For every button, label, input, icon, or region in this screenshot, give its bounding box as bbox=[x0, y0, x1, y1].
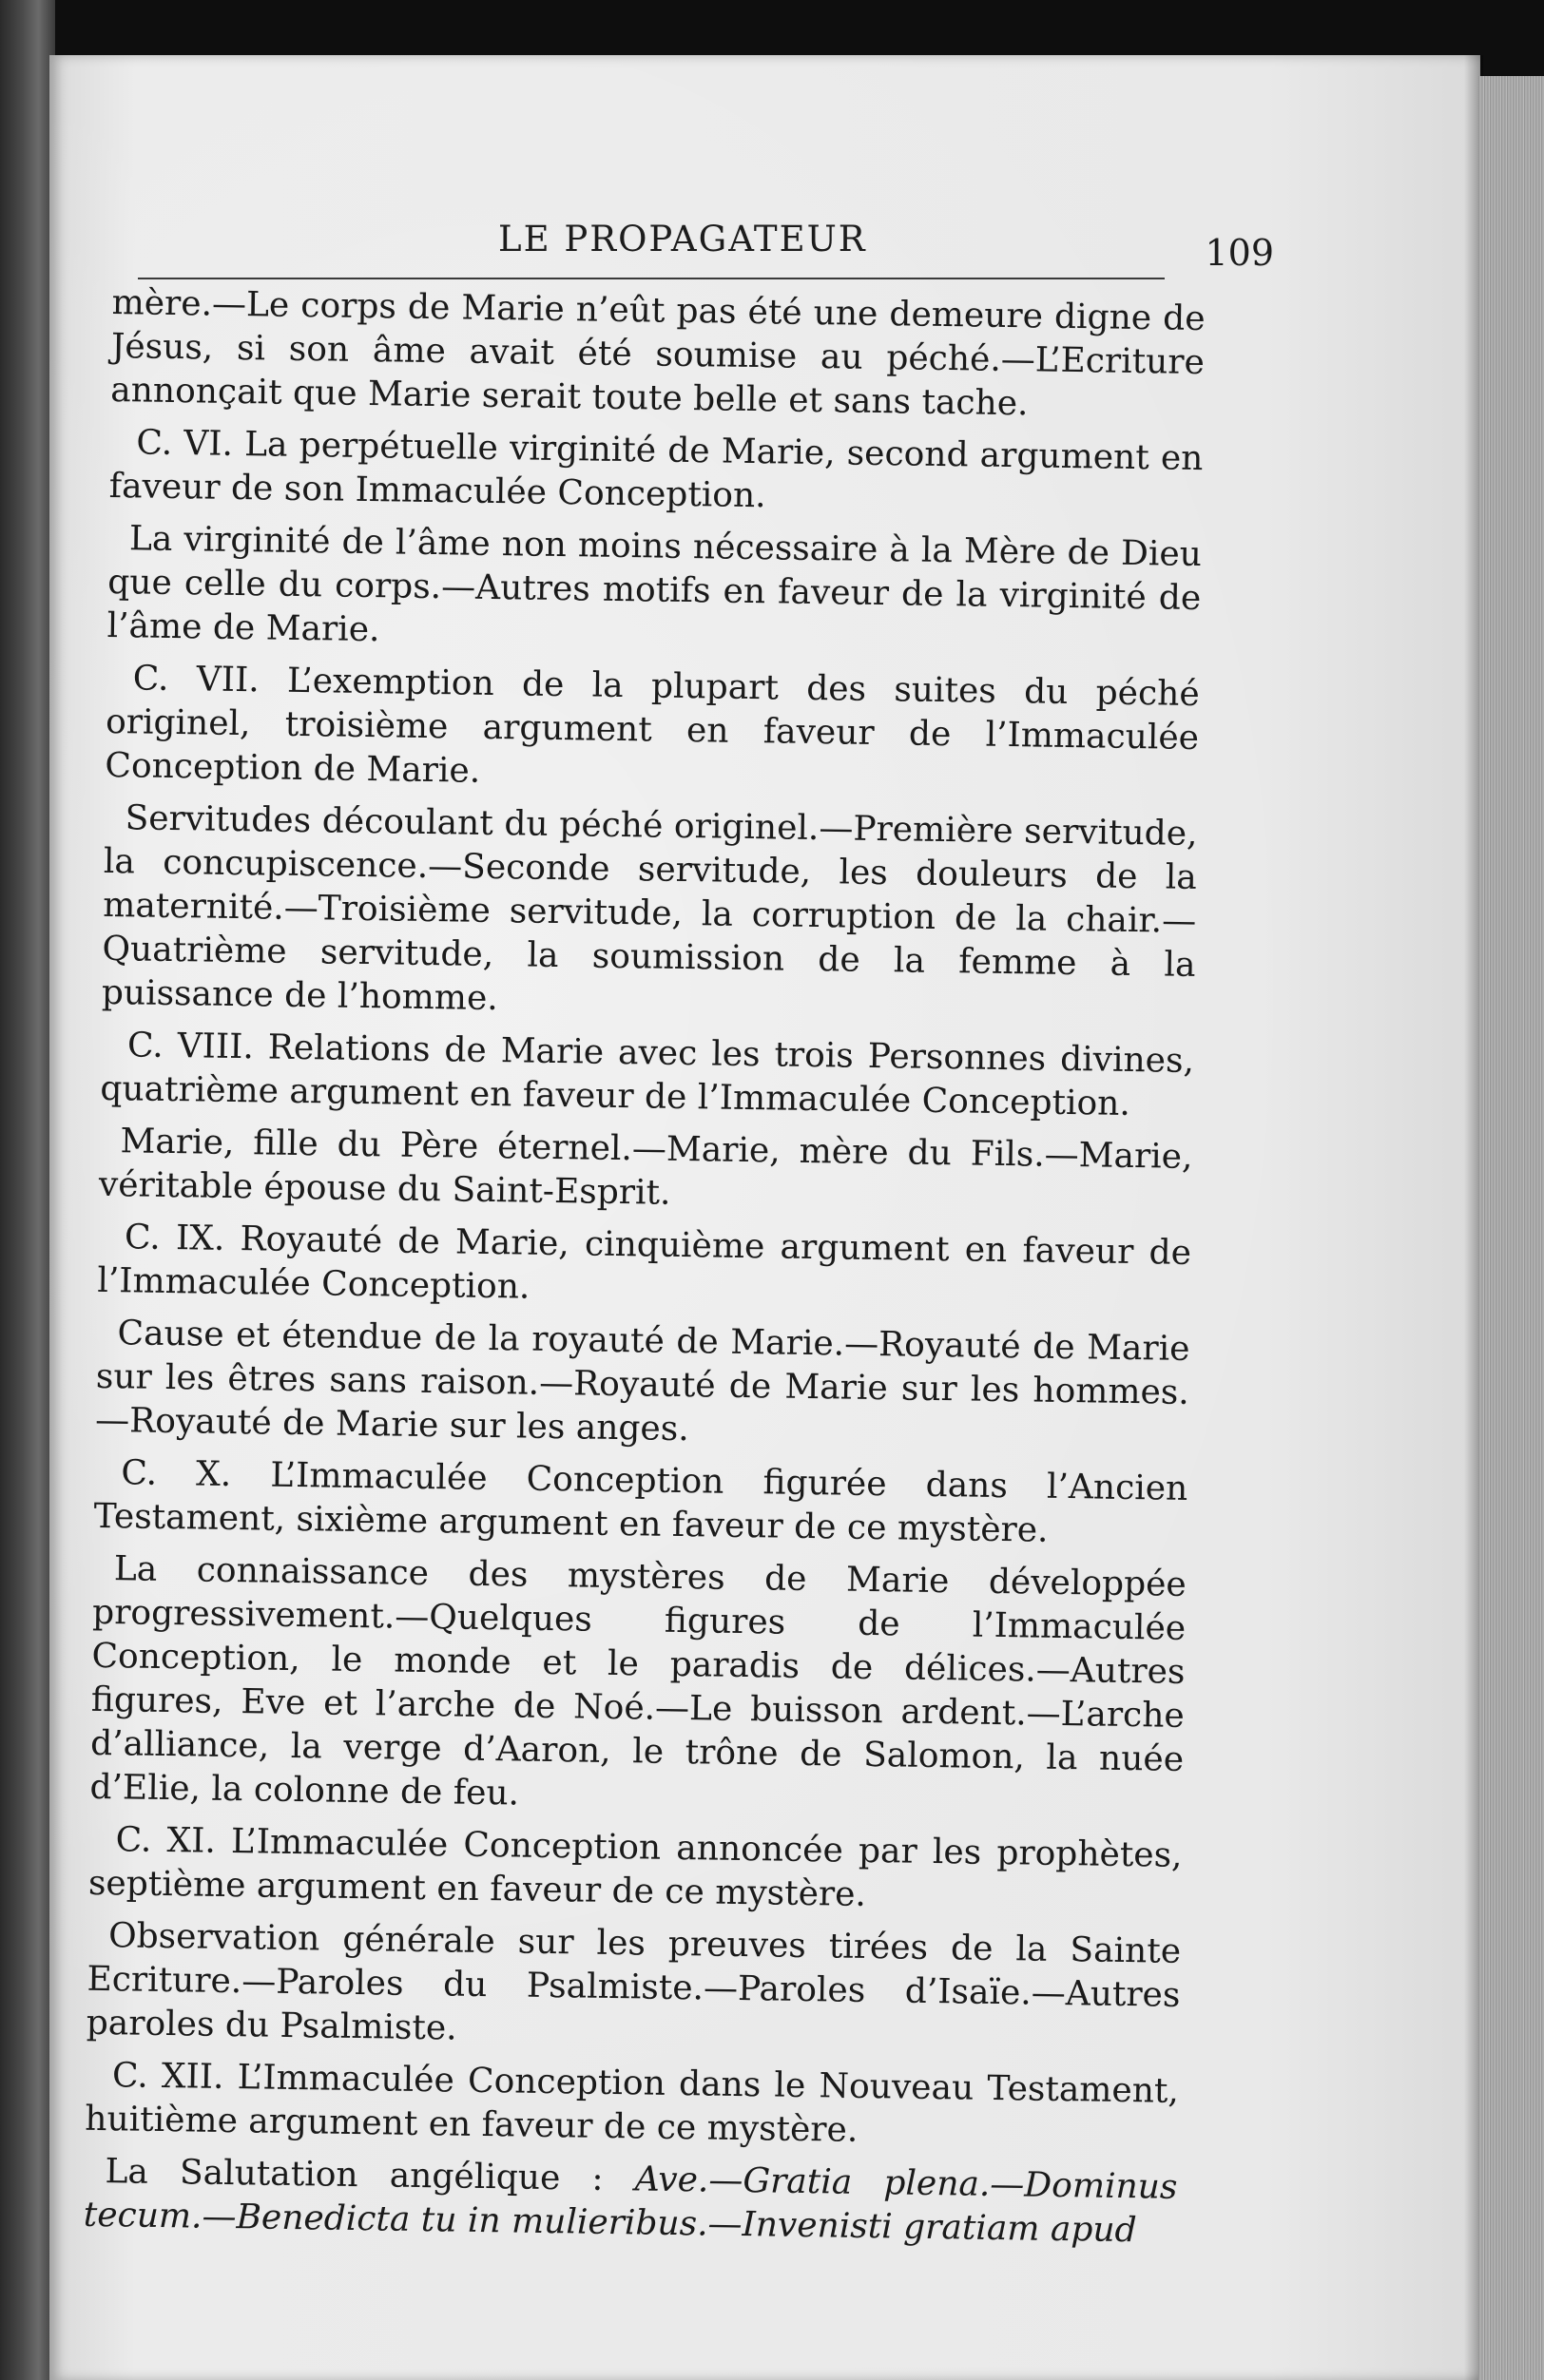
paragraph-4: Marie, fille du Père éternel.—Marie, mère du Fils.—Marie, véritable épouse du Saint-Esprit. bbox=[98, 1122, 1193, 1213]
header-rule bbox=[138, 278, 1165, 279]
paragraph-8 bbox=[83, 2150, 1177, 2254]
chapter-10-heading: C. X. L’Immaculée Conception figurée dans l’Ancien Testament, sixième argument en faveur de ce mystère. bbox=[93, 1453, 1188, 1550]
chapter-12-heading: C. XII. L’Immaculée Conception dans le Nouveau Testament, huitième argument en faveur de ce mystère. bbox=[85, 2056, 1180, 2150]
chapter-11-heading: C. XI. L’Immaculée Conception annoncée par les prophètes, septième argument en faveur de ce mystère. bbox=[87, 1820, 1183, 1914]
paragraph-6: La connaissance des mystères de Marie développée progressivement.—Quelques figures de l’Immaculée Conception, le monde et le paradis de délices.—Autres figures, Eve et l’arche de Noé.—Le buisson ardent.—L’arche d’alliance, la verge d’Aaron, le trône de Salomon, la nuée d’Elie, la colonne de feu. bbox=[89, 1549, 1187, 1814]
chapter-7-heading: C. VII. L’exemption de la plupart des suites du péché originel, troisième argument en faveur de l’Immaculée Conception de Marie. bbox=[105, 659, 1200, 791]
running-title: LE PROPAGATEUR bbox=[498, 219, 867, 259]
salutation-lead: La Salutation angélique : bbox=[105, 2152, 636, 2199]
paragraph-5: Cause et étendue de la royauté de Marie.—Royauté de Marie sur les êtres sans raison.—Royauté de Marie sur les hommes.—Royauté de Marie sur les anges. bbox=[94, 1314, 1190, 1449]
chapter-6-heading: C. VI. La perpétuelle virginité de Marie, second argument en faveur de son Immaculée Conception. bbox=[108, 423, 1204, 516]
paragraph-7: Observation générale sur les preuves tirées de la Sainte Ecriture.—Paroles du Psalmiste.—Paroles d’Isaïe.—Autres paroles du Psalmiste. bbox=[86, 1916, 1182, 2048]
paragraph-2: La virginité de l’âme non moins nécessaire à la Mère de Dieu que celle du corps.—Autres motifs en faveur de la virginité de l’âme de Marie. bbox=[106, 519, 1203, 650]
chapter-8-heading: C. VIII. Relations de Marie avec les trois Personnes divines, quatrième argument en faveur de l’Immaculée Conception. bbox=[100, 1026, 1195, 1123]
body-text bbox=[83, 281, 1206, 2262]
paragraph-1: mère.—Le corps de Marie n’eût pas été une demeure digne de Jésus, si son âme avait été soumise au péché.—L’Ecriture annonçait que Marie serait toute belle et sans tache. bbox=[109, 282, 1206, 424]
salutation-latin: Ave.—Gratia plena.—Dominus tecum.—Benedicta tu in mulieribus.—Invenisti gratiam apud bbox=[83, 2159, 1178, 2251]
page-header bbox=[114, 160, 1274, 274]
book-page-edges bbox=[1478, 76, 1544, 2380]
page-number: 109 bbox=[1205, 232, 1274, 274]
paragraph-3: Servitudes découlant du péché originel.—Première servitude, la concupiscence.—Seconde servitude, les douleurs de la maternité.—Troisième servitude, la corruption de la chair.—Quatrième servitude, la soumission de la femme à la puissance de l’homme. bbox=[101, 798, 1198, 1019]
chapter-9-heading: C. IX. Royauté de Marie, cinquième argument en faveur de l’Immaculée Conception. bbox=[97, 1218, 1192, 1307]
scan-left-margin bbox=[0, 0, 55, 2380]
